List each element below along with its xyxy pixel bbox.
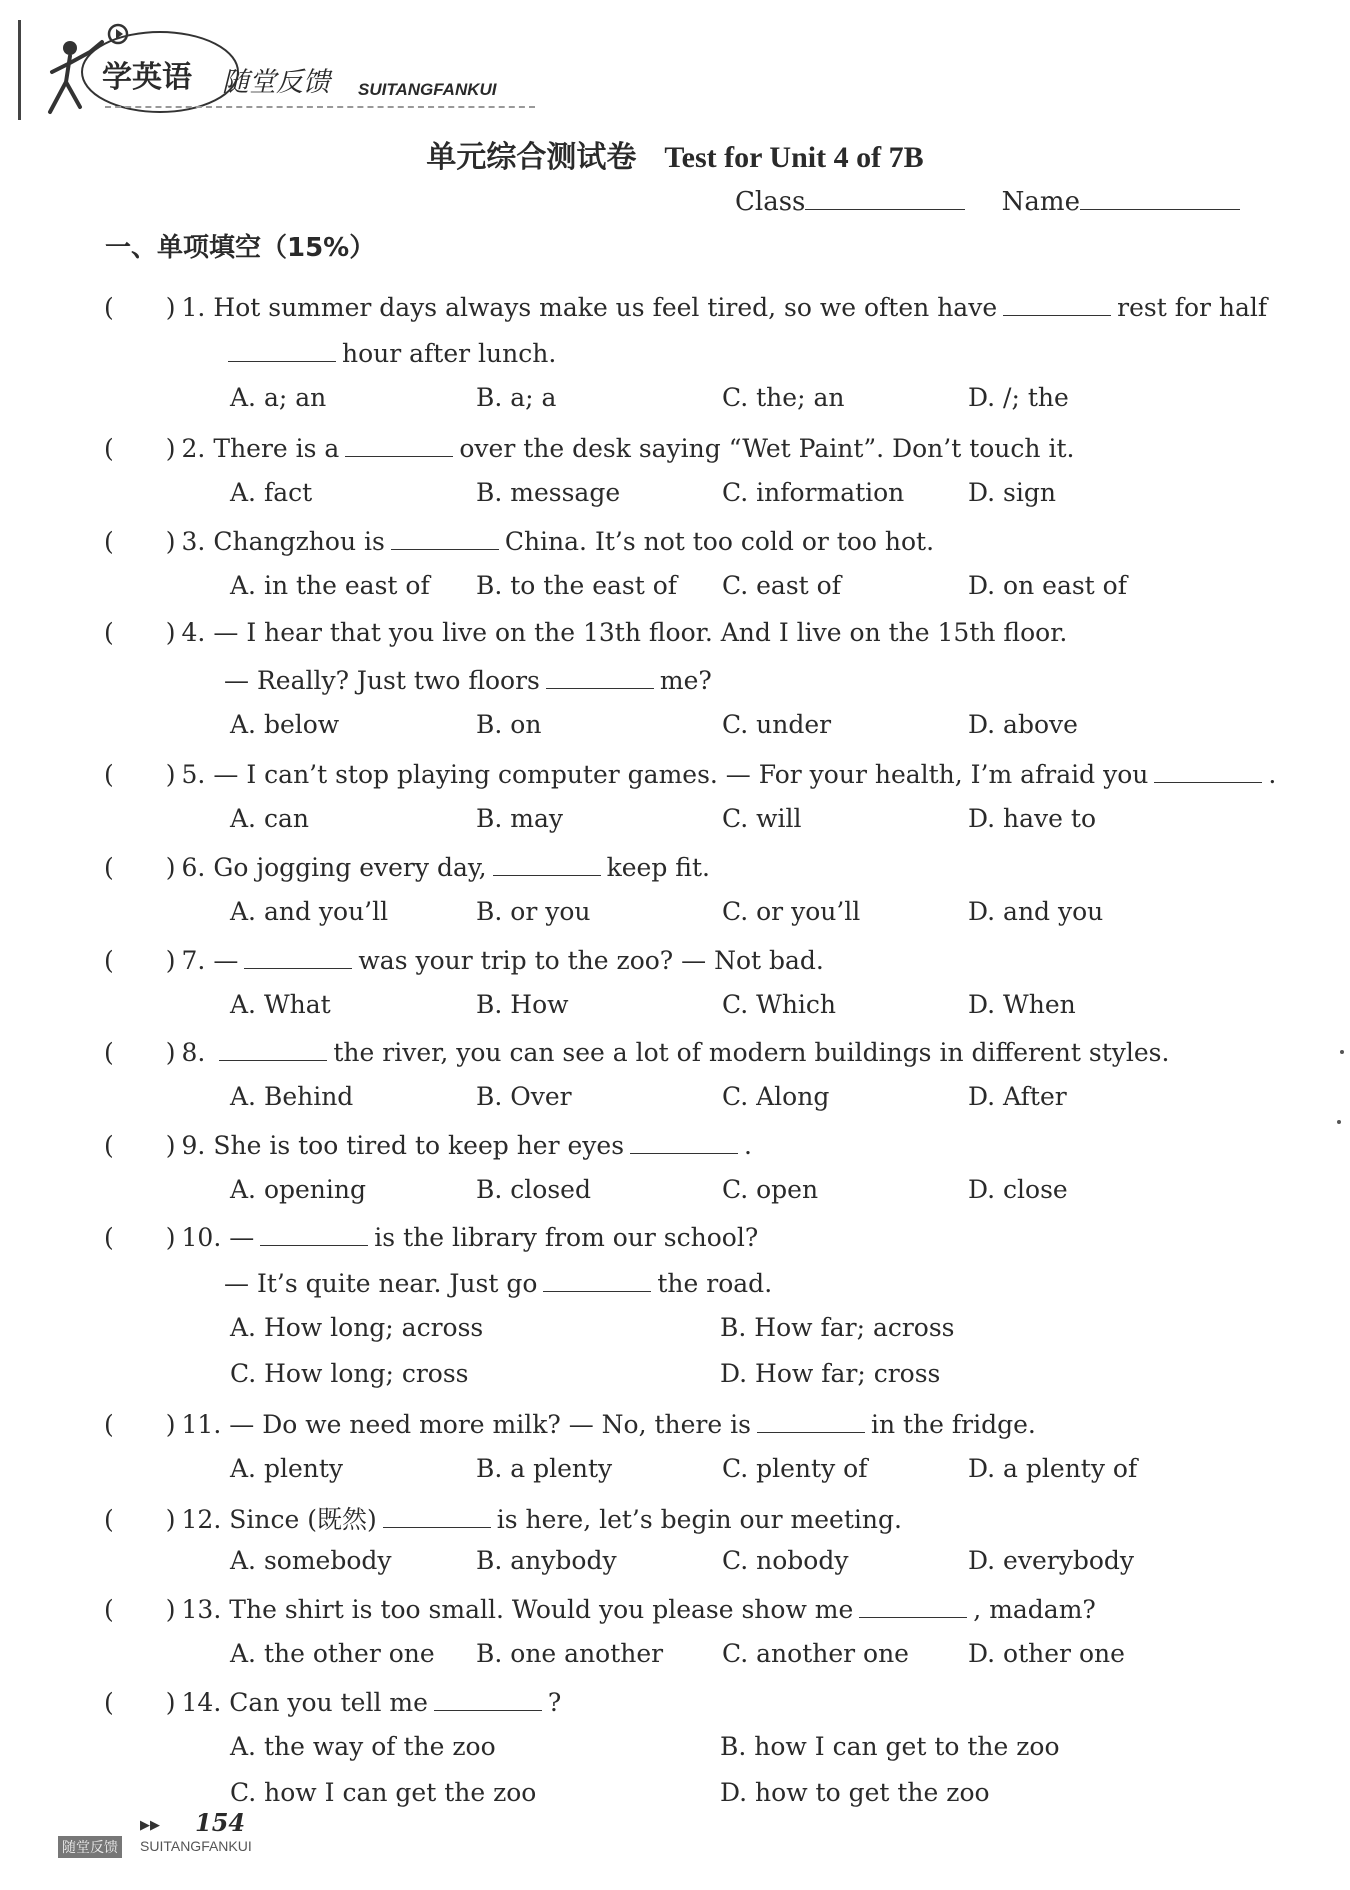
answer-option[interactable]: A. How long; across [230,1313,484,1342]
answer-bracket-open: ( [104,618,114,647]
question-continuation [224,1267,772,1298]
answer-option[interactable]: A. opening [230,1175,366,1204]
answer-option[interactable]: B. or you [476,897,591,926]
answer-bracket-open: ( [104,1688,114,1717]
question-text: — I hear that you live on the 13th floor. And I live on the 15th floor. [213,618,1068,647]
question-text: rest for half [1117,293,1268,322]
question-number: 3. [181,527,206,556]
answer-option[interactable]: D. How far; cross [720,1359,941,1388]
answer-option[interactable]: A. Behind [230,1082,354,1111]
answer-blank[interactable] [260,1221,368,1246]
answer-option[interactable]: B. may [476,804,563,833]
question-text: was your trip to the zoo? — Not bad. [358,946,824,975]
question-text: She is too tired to keep her eyes [213,1131,625,1160]
header-divider [105,106,535,108]
answer-blank[interactable] [543,1267,651,1292]
question-number: 8. [181,1038,206,1067]
answer-bracket-close: ) [165,1688,176,1717]
class-field[interactable] [805,183,965,210]
answer-option[interactable]: A. somebody [230,1546,392,1575]
answer-option[interactable]: D. close [968,1175,1068,1204]
question-text: Hot summer days always make us feel tired, so we often have [213,293,998,322]
answer-bracket-open: ( [104,946,114,975]
question-row [104,618,1067,647]
answer-blank[interactable] [434,1686,542,1711]
page-title [0,132,1350,176]
answer-option[interactable]: B. how I can get to the zoo [720,1732,1060,1761]
answer-blank[interactable] [383,1503,491,1528]
answer-bracket-open: ( [104,527,114,556]
answer-option[interactable]: B. on [476,710,542,739]
logo-latin: SUITANGFANKUI [358,80,497,99]
question-number: 11. [181,1410,222,1439]
answer-blank[interactable] [345,432,453,457]
answer-option[interactable]: D. and you [968,897,1104,926]
answer-option[interactable]: C. under [722,710,832,739]
question-row [104,851,710,882]
section-heading: 一、单项填空（15%） [105,233,376,263]
question-continuation [224,337,556,368]
answer-bracket-close: ) [165,946,176,975]
answer-option[interactable]: B. How [476,990,569,1019]
answer-option[interactable]: A. and you’ll [230,897,389,926]
question-text: keep fit. [606,853,710,882]
answer-bracket-close: ) [165,1595,176,1624]
question-row [104,1408,1036,1439]
answer-blank[interactable] [493,851,601,876]
answer-option[interactable]: D. how to get the zoo [720,1778,990,1807]
answer-bracket-close: ) [165,1505,176,1534]
logo-text: 学英语 [102,60,192,95]
answer-blank[interactable] [859,1593,967,1618]
page-number: 154 [195,1808,246,1837]
question-text: is the library from our school? [374,1223,759,1252]
answer-option[interactable]: D. sign [968,478,1056,507]
question-text: Changzhou is [213,527,385,556]
answer-option[interactable]: D. When [968,990,1076,1019]
answer-option[interactable]: D. a plenty of [968,1454,1138,1483]
name-label: Name [1001,187,1080,217]
answer-bracket-open: ( [104,293,114,322]
answer-option[interactable]: C. or you’ll [722,897,861,926]
question-text: — It’s quite near. Just go [224,1269,538,1298]
question-text: in the fridge. [870,1410,1036,1439]
question-row [104,758,1276,789]
answer-option[interactable]: D. have to [968,804,1097,833]
footer-sub: SUITANGFANKUI [140,1838,252,1854]
answer-option[interactable]: A. a; an [230,383,327,412]
question-text: — I can’t stop playing computer games. — For your health, I’m afraid you [213,760,1149,789]
question-text: Since (既然) [229,1505,377,1534]
class-label: Class [735,187,806,217]
question-number: 7. [181,946,206,975]
question-number: 10. [181,1223,222,1252]
question-text: hour after lunch. [342,339,557,368]
question-text: ? [547,1688,562,1717]
answer-bracket-close: ) [165,618,176,647]
question-text: the river, you can see a lot of modern buildings in different styles. [333,1038,1170,1067]
question-row [104,525,934,556]
question-text: — [213,946,239,975]
question-text: me? [659,666,712,695]
answer-option[interactable]: B. one another [476,1639,664,1668]
answer-option[interactable]: A. plenty [230,1454,344,1483]
answer-option[interactable]: C. another one [722,1639,909,1668]
question-number: 5. [181,760,206,789]
question-row [104,1593,1096,1624]
question-text: , madam? [973,1595,1096,1624]
question-row [104,1129,752,1160]
answer-bracket-close: ) [165,1410,176,1439]
question-number: 9. [181,1131,206,1160]
answer-option[interactable]: A. can [230,804,309,833]
footer-badge: 随堂反馈 [58,1836,122,1858]
answer-option[interactable]: B. How far; across [720,1313,955,1342]
answer-bracket-close: ) [165,1038,176,1067]
answer-option[interactable]: B. message [476,478,621,507]
question-text: The shirt is too small. Would you please show me [229,1595,854,1624]
answer-option[interactable]: C. how I can get the zoo [230,1778,537,1807]
answer-option[interactable]: B. Over [476,1082,572,1111]
question-text: Go jogging every day, [213,853,487,882]
answer-option[interactable]: A. fact [230,478,313,507]
logo-subtext: 随堂反馈 [222,67,330,98]
answer-blank[interactable] [219,1036,327,1061]
answer-bracket-open: ( [104,1131,114,1160]
answer-option[interactable]: A. the way of the zoo [230,1732,496,1761]
question-row [104,944,824,975]
answer-option[interactable]: C. east of [722,571,841,600]
name-field[interactable] [1080,183,1240,210]
answer-option[interactable]: A. in the east of [230,571,430,600]
answer-bracket-close: ) [165,527,176,556]
answer-option[interactable]: B. a; a [476,383,557,412]
question-number: 12. [181,1505,222,1534]
question-continuation [224,664,712,695]
question-row [104,1036,1169,1067]
question-row [104,1221,758,1252]
answer-bracket-close: ) [165,1223,176,1252]
answer-blank[interactable] [391,525,499,550]
answer-option[interactable]: A. the other one [230,1639,435,1668]
answer-bracket-close: ) [165,434,176,463]
question-text: — Do we need more milk? — No, there is [229,1410,751,1439]
question-number: 13. [181,1595,222,1624]
question-text: is here, let’s begin our meeting. [496,1505,902,1534]
answer-option[interactable]: D. other one [968,1639,1125,1668]
question-number: 6. [181,853,206,882]
class-name-row [735,183,1240,217]
answer-option[interactable]: C. information [722,478,905,507]
answer-option[interactable]: D. After [968,1082,1067,1111]
answer-bracket-close: ) [165,853,176,882]
answer-option[interactable]: C. the; an [722,383,845,412]
answer-option[interactable]: D. everybody [968,1546,1135,1575]
question-text: the road. [657,1269,773,1298]
question-text: . [1268,760,1277,789]
answer-option[interactable]: C. will [722,804,802,833]
question-number: 4. [181,618,206,647]
answer-option[interactable]: C. How long; cross [230,1359,469,1388]
answer-bracket-close: ) [165,760,176,789]
question-number: 14. [181,1688,222,1717]
answer-option[interactable]: D. /; the [968,383,1069,412]
question-text: China. It’s not too cold or too hot. [504,527,935,556]
answer-bracket-open: ( [104,1038,114,1067]
answer-option[interactable]: C. Which [722,990,837,1019]
answer-blank[interactable] [630,1129,738,1154]
answer-bracket-open: ( [104,760,114,789]
answer-option[interactable]: C. open [722,1175,819,1204]
answer-bracket-close: ) [165,293,176,322]
question-text: There is a [213,434,340,463]
answer-bracket-open: ( [104,1505,114,1534]
answer-option[interactable]: B. anybody [476,1546,617,1575]
title-cn: 单元综合测试卷 [426,140,637,175]
answer-bracket-open: ( [104,434,114,463]
answer-option[interactable]: B. closed [476,1175,591,1204]
answer-blank[interactable] [757,1408,865,1433]
answer-bracket-open: ( [104,1595,114,1624]
answer-option[interactable]: C. Along [722,1082,830,1111]
answer-bracket-open: ( [104,1410,114,1439]
answer-option[interactable]: A. What [230,990,331,1019]
answer-bracket-open: ( [104,853,114,882]
answer-option[interactable]: C. nobody [722,1546,849,1575]
answer-blank[interactable] [244,944,352,969]
question-row [104,432,1074,463]
question-row [104,1500,902,1536]
title-en: Test for Unit 4 of 7B [664,141,924,174]
question-text: — [229,1223,255,1252]
answer-option[interactable]: B. a plenty [476,1454,613,1483]
question-number: 2. [181,434,206,463]
answer-option[interactable]: B. to the east of [476,571,678,600]
answer-blank[interactable] [1003,291,1111,316]
answer-bracket-close: ) [165,1131,176,1160]
margin-mark [1337,1120,1341,1124]
question-text: Can you tell me [229,1688,428,1717]
footer-arrows-icon: ▶▶ [140,1818,160,1833]
answer-option[interactable]: C. plenty of [722,1454,868,1483]
question-row [104,291,1267,322]
question-row [104,1686,561,1717]
answer-option[interactable]: A. below [230,710,340,739]
answer-blank[interactable] [546,664,654,689]
margin-mark [1340,1050,1344,1054]
answer-bracket-open: ( [104,1223,114,1252]
answer-option[interactable]: D. above [968,710,1078,739]
answer-blank[interactable] [1154,758,1262,783]
question-number: 1. [181,293,206,322]
left-rule [18,20,21,120]
answer-blank[interactable] [228,337,336,362]
question-text: over the desk saying “Wet Paint”. Don’t touch it. [459,434,1075,463]
question-text: . [744,1131,752,1160]
answer-option[interactable]: D. on east of [968,571,1127,600]
question-text: — Really? Just two floors [224,666,540,695]
